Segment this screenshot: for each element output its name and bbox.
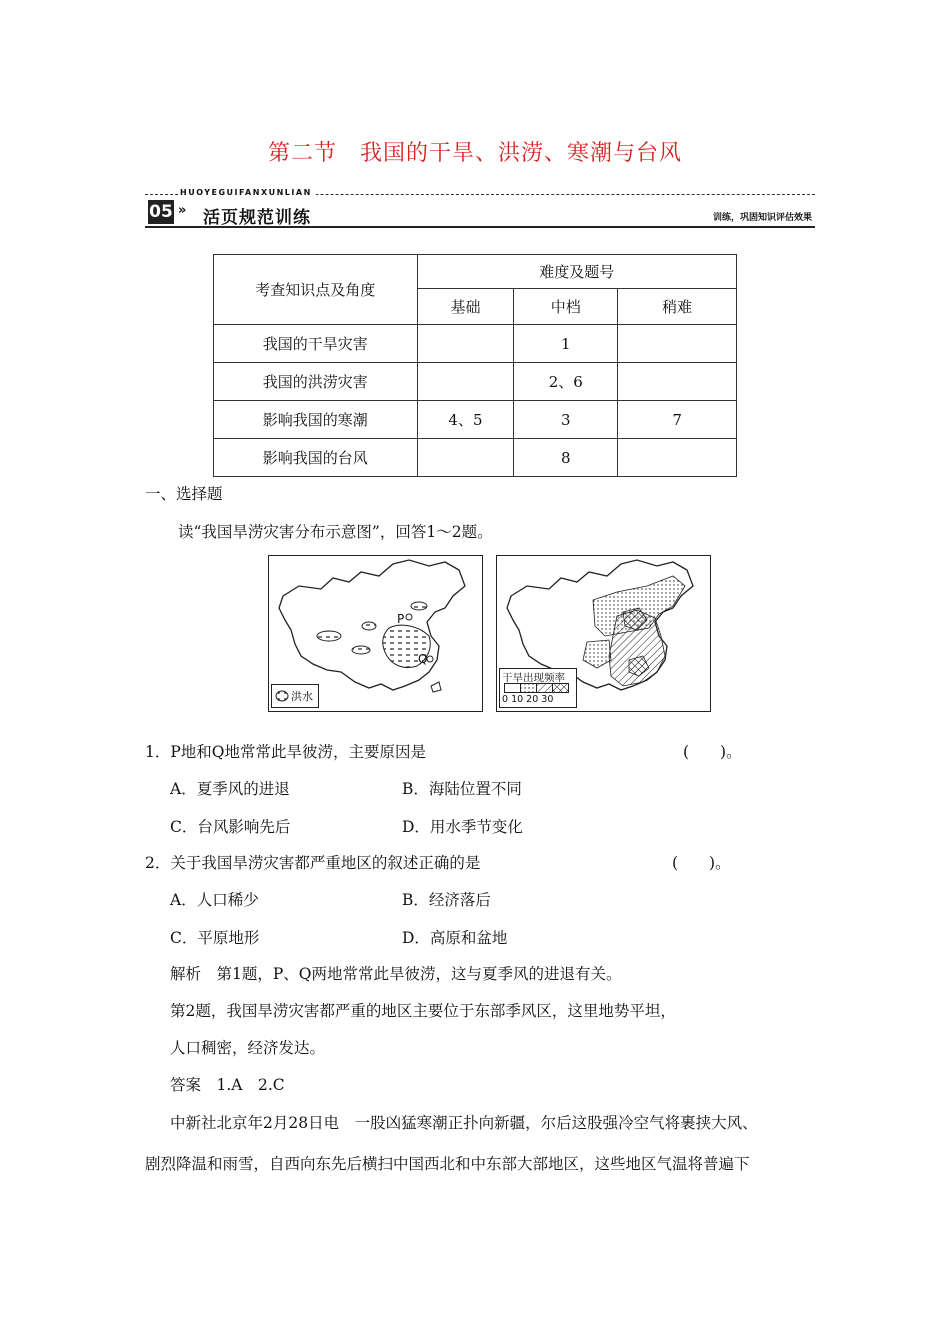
question-1-option-a: A．夏季风的进退 [170, 780, 290, 798]
drought-legend-title: 干旱出现频率 [502, 672, 565, 684]
drought-legend [499, 668, 577, 708]
question-1-option-b: B．海陆位置不同 [402, 780, 522, 798]
table-header-difficulty: 难度及题号 [417, 255, 736, 289]
question-2-stem: 2．关于我国旱涝灾害都严重地区的叙述正确的是 [145, 854, 481, 872]
map-label-p: P [397, 612, 405, 626]
table-row [214, 363, 737, 401]
table-cell-hard: 7 [618, 401, 737, 439]
analysis-line-2: 第2题，我国旱涝灾害都严重的地区主要位于东部季风区，这里地势平坦， [170, 1002, 676, 1020]
question-1-option-c: C．台风影响先后 [170, 818, 291, 836]
table-cell-hard [618, 439, 737, 477]
flood-legend-swatch [275, 690, 289, 702]
banner-solid-rule [145, 226, 815, 228]
table-row [214, 401, 737, 439]
banner-number: 05 [149, 202, 173, 222]
table-subheader-basic: 基础 [417, 289, 514, 325]
table-row [214, 325, 737, 363]
table-cell-topic: 我国的洪涝灾害 [214, 363, 418, 401]
question-2-bracket: ( )。 [672, 854, 731, 872]
table-cell-basic: 4、5 [417, 401, 514, 439]
table-cell-basic [417, 363, 514, 401]
drought-legend-swatches [504, 683, 570, 693]
table-cell-hard [618, 363, 737, 401]
question-1-option-d: D．用水季节变化 [402, 818, 523, 836]
section-heading: 一、选择题 [145, 485, 223, 503]
question-intro: 读“我国旱涝灾害分布示意图”，回答1～2题。 [178, 523, 493, 541]
table-subheader-medium: 中档 [514, 289, 618, 325]
table-cell-hard [618, 325, 737, 363]
map-label-q: Q [418, 652, 428, 666]
flood-map [268, 555, 483, 712]
answer-line: 答案 1.A 2.C [170, 1076, 285, 1094]
drought-map [496, 555, 711, 712]
analysis-line-1: 解析 第1题，P、Q两地常常此旱彼涝，这与夏季风的进退有关。 [170, 965, 622, 983]
table-cell-topic: 我国的干旱灾害 [214, 325, 418, 363]
banner-slogan: 训练，巩固知识评估效果 [712, 213, 812, 223]
table-cell-basic [417, 439, 514, 477]
table-cell-medium: 1 [514, 325, 618, 363]
passage-line-1: 中新社北京年2月28日电 一股凶猛寒潮正扑向新疆，尔后这股强冷空气将裹挟大风、 [170, 1114, 758, 1132]
question-1-stem: 1．P地和Q地常常此旱彼涝，主要原因是 [145, 743, 426, 761]
table-cell-medium: 2、6 [514, 363, 618, 401]
difficulty-table [213, 254, 737, 477]
flood-legend-label: 洪水 [291, 690, 313, 703]
analysis-line-3: 人口稠密，经济发达。 [170, 1039, 326, 1057]
question-1-bracket: ( )。 [683, 743, 742, 761]
banner-arrow-icon: » [178, 203, 187, 218]
question-2-option-d: D．高原和盆地 [402, 929, 508, 947]
page-title: 第二节 我国的干旱、洪涝、寒潮与台风 [267, 141, 682, 166]
flood-legend [271, 684, 319, 708]
table-row [214, 439, 737, 477]
banner-label: 活页规范训练 [203, 208, 311, 228]
table-subheader-hard: 稍难 [618, 289, 737, 325]
table-header-topic: 考查知识点及角度 [214, 255, 418, 325]
table-cell-topic: 影响我国的台风 [214, 439, 418, 477]
question-2-option-a: A．人口稀少 [170, 891, 259, 909]
table-cell-medium: 8 [514, 439, 618, 477]
question-2-option-c: C．平原地形 [170, 929, 260, 947]
table-cell-medium: 3 [514, 401, 618, 439]
table-cell-basic [417, 325, 514, 363]
banner-pinyin: HUOYEGUIFANXUNLIAN [180, 188, 316, 197]
drought-legend-scale: 0 10 20 30 [502, 694, 554, 705]
table-cell-topic: 影响我国的寒潮 [214, 401, 418, 439]
passage-line-2: 剧烈降温和雨雪，自西向东先后横扫中国西北和中东部大部地区，这些地区气温将普遍下 [145, 1155, 750, 1173]
question-2-option-b: B．经济落后 [402, 891, 491, 909]
